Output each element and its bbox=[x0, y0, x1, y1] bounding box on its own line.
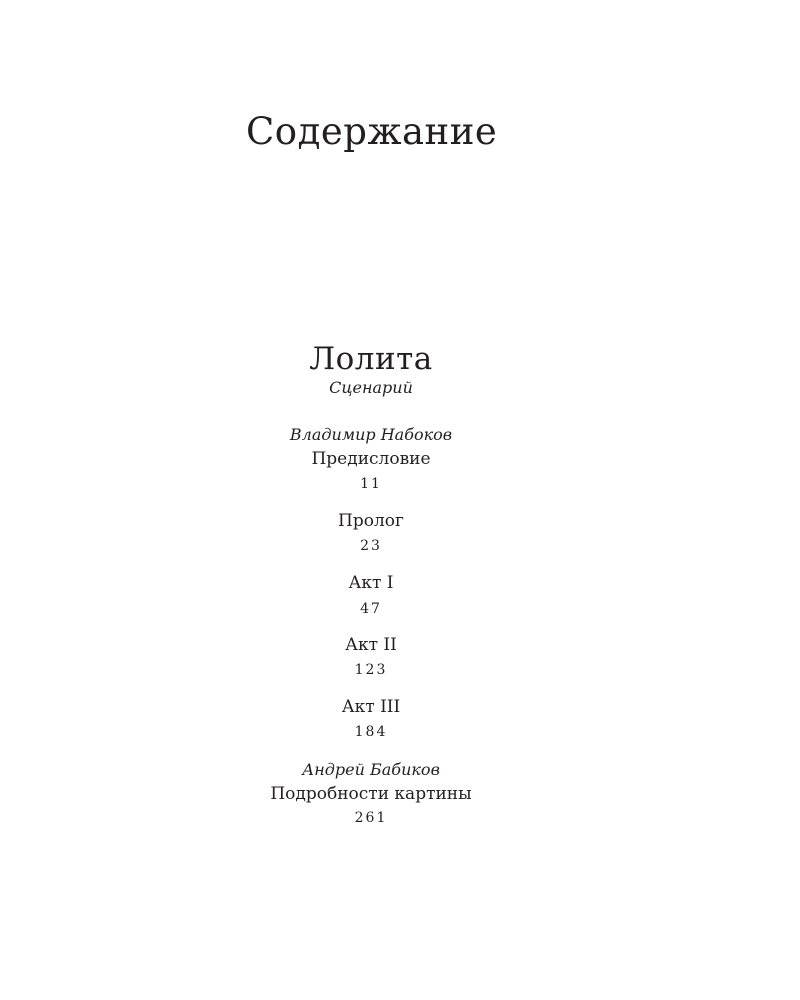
book-title: Лолита bbox=[309, 341, 433, 377]
toc-entry-author: Владимир Набоков bbox=[289, 425, 453, 444]
toc-entry-title[interactable]: Акт II bbox=[345, 635, 397, 655]
toc-entry-title[interactable]: Пролог bbox=[338, 511, 404, 531]
toc-entry-page: 11 bbox=[360, 476, 382, 492]
toc-entry-title[interactable]: Акт I bbox=[348, 573, 394, 593]
toc-entry-author: Андрей Бабиков bbox=[302, 760, 440, 779]
book-subtitle: Сценарий bbox=[329, 378, 413, 397]
toc-entry-title[interactable]: Подробности картины bbox=[270, 784, 472, 804]
toc-entry-page: 23 bbox=[360, 538, 382, 554]
toc-entry-title[interactable]: Акт III bbox=[341, 697, 401, 717]
page-title: Содержание bbox=[246, 110, 498, 153]
toc-entry-page: 123 bbox=[354, 662, 388, 678]
toc-entry-title[interactable]: Предисловие bbox=[311, 449, 431, 469]
toc-entry-page: 261 bbox=[354, 810, 388, 826]
toc-entry-page: 47 bbox=[360, 601, 382, 617]
toc-entry-page: 184 bbox=[354, 724, 388, 740]
